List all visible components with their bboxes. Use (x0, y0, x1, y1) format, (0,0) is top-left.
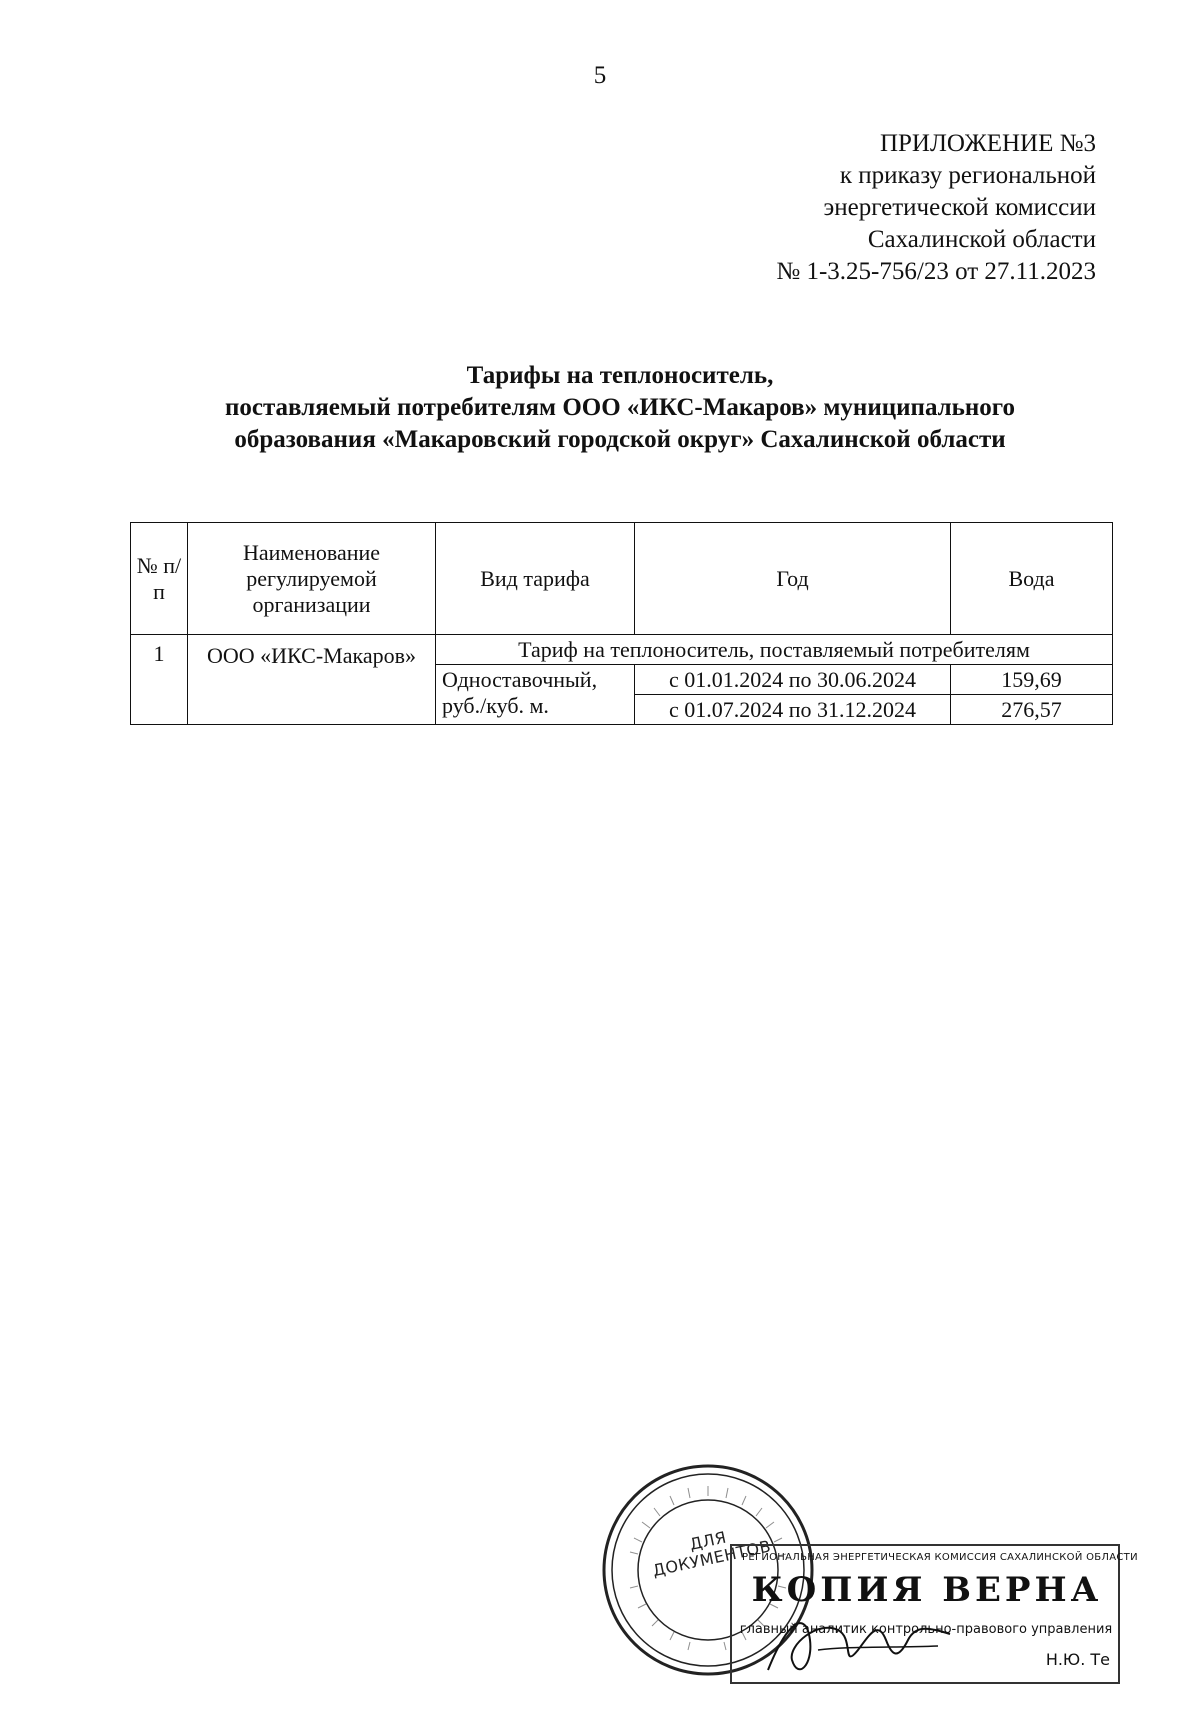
tariff-table (130, 522, 1113, 725)
appendix-order-number: № 1-3.25-756/23 от 27.11.2023 (776, 258, 1096, 285)
header-org: Наименование регулируемой организации (188, 523, 436, 635)
document-title (150, 360, 1090, 456)
header-water: Вода (951, 523, 1113, 635)
row-tariff-kind: Одноставочный, руб./куб. м. (436, 665, 635, 725)
row-org: ООО «ИКС-Макаров» (188, 635, 436, 725)
title-line: образования «Макаровский городской округ» Сахалинской области (234, 426, 1006, 453)
certification-stamp (598, 1460, 1138, 1686)
stamp-role: главный аналитик контрольно-правового управления (739, 1622, 1113, 1637)
appendix-title: ПРИЛОЖЕНИЕ №3 (879, 130, 1096, 157)
stamp-copy-verified: КОПИЯ ВЕРНА (751, 1570, 1103, 1610)
appendix-line: Сахалинской области (867, 226, 1096, 253)
header-year: Год (635, 523, 951, 635)
seal-text: ДЛЯ ДОКУМЕНТОВ (650, 1527, 773, 1581)
signature-icon (758, 1590, 958, 1686)
appendix-line: к приказу региональной (839, 162, 1096, 189)
appendix-block (576, 128, 1096, 288)
page-number: 5 (593, 62, 607, 89)
header-kind: Вид тарифа (436, 523, 635, 635)
title-line: Тарифы на теплоноситель, (466, 362, 774, 389)
title-line: поставляемый потребителям ООО «ИКС-Макаров» муниципального (224, 394, 1016, 421)
row-subheader: Тариф на теплоноситель, поставляемый потребителям (436, 635, 1113, 665)
table-row (131, 635, 1113, 665)
table-header-row (131, 523, 1113, 635)
row-value: 276,57 (951, 695, 1113, 725)
appendix-line: энергетической комиссии (823, 194, 1096, 221)
row-period: с 01.01.2024 по 30.06.2024 (635, 665, 951, 695)
row-period: с 01.07.2024 по 31.12.2024 (635, 695, 951, 725)
row-value: 159,69 (951, 665, 1113, 695)
header-num: № п/п (131, 523, 188, 635)
stamp-person: Н.Ю. Те (1045, 1650, 1110, 1669)
row-num: 1 (131, 635, 188, 725)
stamp-org: РЕГИОНАЛЬНАЯ ЭНЕРГЕТИЧЕСКАЯ КОМИССИЯ САХАЛИНСКОЙ ОБЛАСТИ (742, 1552, 1138, 1563)
